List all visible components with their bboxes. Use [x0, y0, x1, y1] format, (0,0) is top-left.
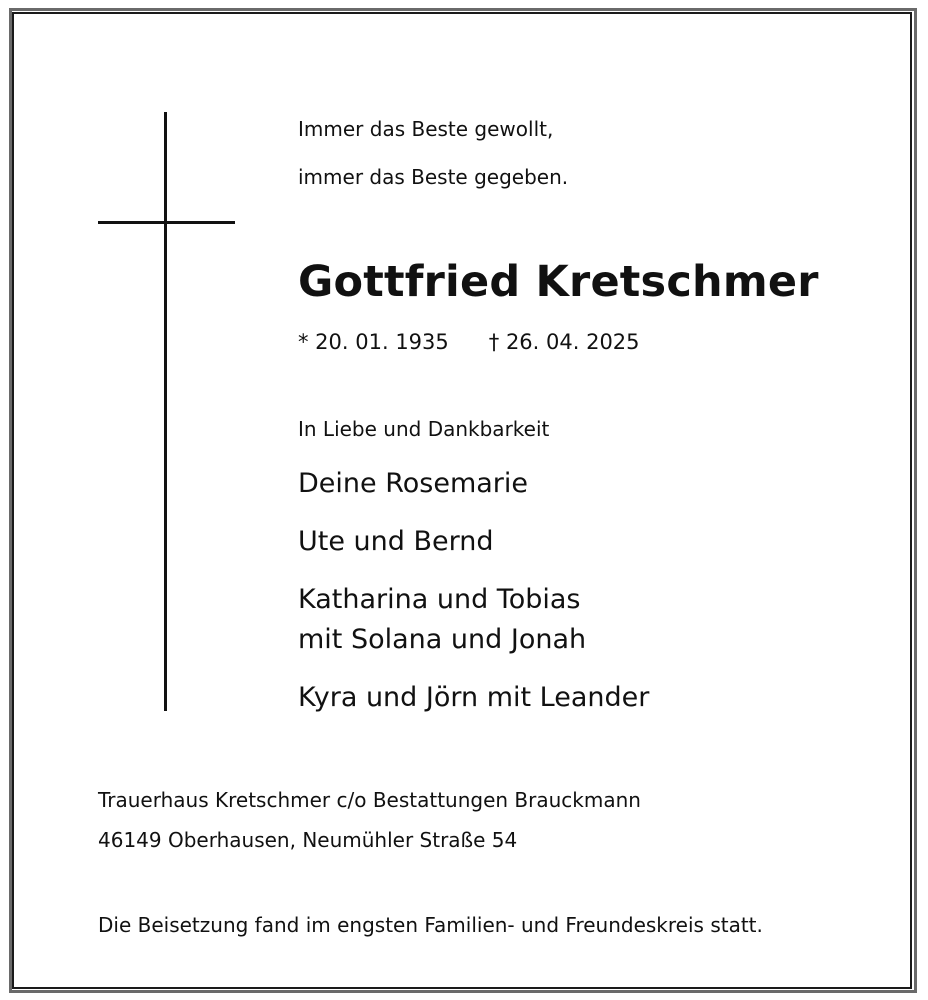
birth-date: * 20. 01. 1935	[298, 330, 449, 354]
poem-line-2: immer das Beste gegeben.	[298, 165, 569, 189]
deceased-name: Gottfried Kretschmer	[298, 257, 819, 307]
death-date: † 26. 04. 2025	[488, 330, 640, 354]
address-line-2: 46149 Oberhausen, Neumühler Straße 54	[98, 828, 518, 852]
closing-note: Die Beisetzung fand im engsten Familien- und Freundeskreis statt.	[98, 913, 763, 937]
life-dates	[298, 330, 640, 354]
family-line-5: Kyra und Jörn mit Leander	[298, 682, 650, 713]
cross-horizontal-bar	[98, 221, 235, 224]
address-line-1: Trauerhaus Kretschmer c/o Bestattungen Brauckmann	[98, 788, 641, 812]
poem-line-1: Immer das Beste gewollt,	[298, 117, 554, 141]
cross-vertical-bar	[164, 112, 167, 711]
family-line-1: Deine Rosemarie	[298, 468, 529, 499]
family-line-4: mit Solana und Jonah	[298, 624, 587, 655]
family-line-2: Ute und Bernd	[298, 526, 494, 557]
dedication-line: In Liebe und Dankbarkeit	[298, 417, 550, 441]
family-line-3: Katharina und Tobias	[298, 584, 581, 615]
